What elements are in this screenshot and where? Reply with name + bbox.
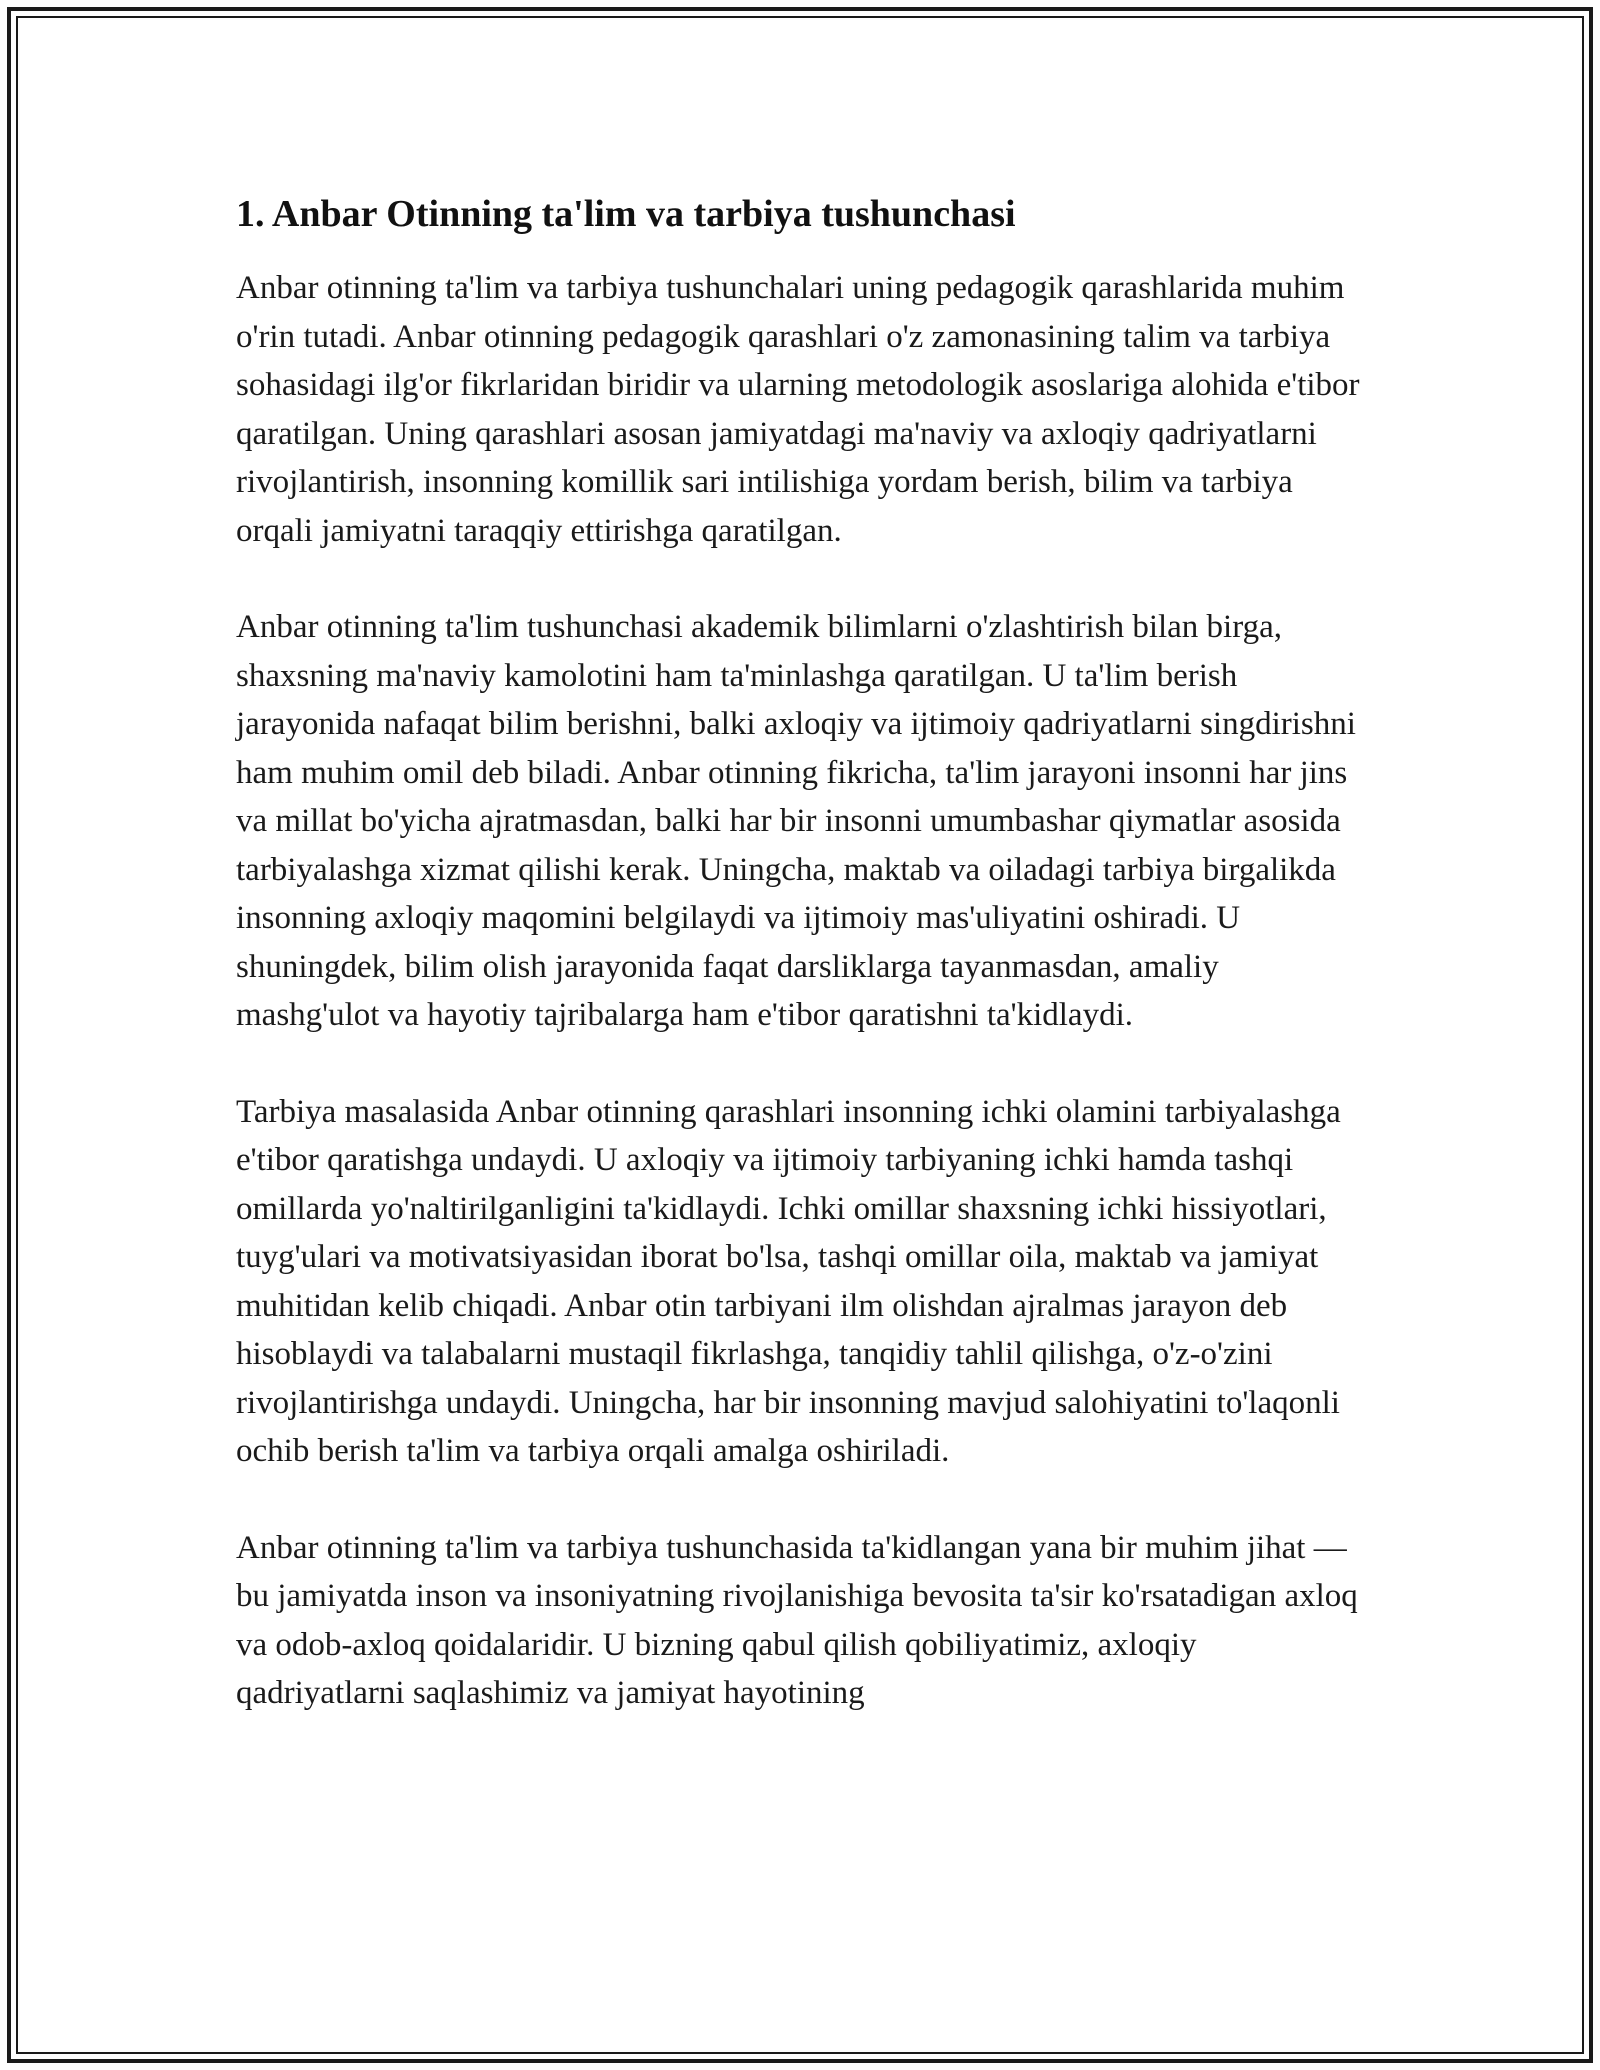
paragraph-3: Tarbiya masalasida Anbar otinning qarashlari insonning ichki olamini tarbiyalashga e'tibor qaratishga undaydi. U axloqiy va ijtimoiy tarbiyaning ichki hamda tashqi omillarda yo'naltirilganligini ta'kidlaydi. Ichki omillar shaxsning ichki hissiyotlari, tuyg'ulari va motivatsiyasidan iborat bo'lsa, tashqi omillar oila, maktab va jamiyat muhitidan kelib chiqadi. Anbar otin tarbiyani ilm olishdan ajralmas jarayon deb hisoblaydi va talabalarni mustaqil fikrlashga, tanqidiy tahlil qilishga, o'z-o'zini rivojlantirishga undaydi. Uningcha, har bir insonning mavjud salohiyatini to'laqonli ochib berish ta'lim va tarbiya orqali amalga oshiriladi. [236, 1093, 1341, 1469]
document-content [236, 186, 1366, 1766]
paragraph-1: Anbar otinning ta'lim va tarbiya tushunchalari uning pedagogik qarashlarida muhim o'rin tutadi. Anbar otinning pedagogik qarashlari o'z zamonasining talim va tarbiya sohasidagi ilg'or fikrlaridan biridir va ularning metodologik asoslariga alohida e'tibor qaratilgan. Uning qarashlari asosan jamiyatdagi ma'naviy va axloqiy qadriyatlarni rivojlantirish, insonning komillik sari intilishiga yordam berish, bilim va tarbiya orqali jamiyatni taraqqiy ettirishga qaratilgan. [236, 270, 1360, 549]
paragraph-2: Anbar otinning ta'lim tushunchasi akademik bilimlarni o'zlashtirish bilan birga, shaxsning ma'naviy kamolotini ham ta'minlashga qaratilgan. U ta'lim berish jarayonida nafaqat bilim berishni, balki axloqiy va ijtimoiy qadriyatlarni singdirishni ham muhim omil deb biladi. Anbar otinning fikricha, ta'lim jarayoni insonni har jins va millat bo'yicha ajratmasdan, balki har bir insonni umumbashar qiymatlar asosida tarbiyalashga xizmat qilishi kerak. Uningcha, maktab va oiladagi tarbiya birgalikda insonning axloqiy maqomini belgilaydi va ijtimoiy mas'uliyatini oshiradi. U shuningdek, bilim olish jarayonida faqat darsliklarga tayanmasdan, amaliy mashg'ulot va hayotiy tajribalarga ham e'tibor qaratishni ta'kidlaydi. [236, 609, 1356, 1033]
section-heading: 1. Anbar Otinning ta'lim va tarbiya tushunchasi [236, 193, 1016, 235]
paragraph-4: Anbar otinning ta'lim va tarbiya tushunchasida ta'kidlangan yana bir muhim jihat — bu jamiyatda inson va insoniyatning rivojlanishiga bevosita ta'sir ko'rsatadigan axloq va odob-axloq qoidalaridir. U bizning qabul qilish qobiliyatimiz, axloqiy qadriyatlarni saqlashimiz va jamiyat hayotining [236, 1529, 1358, 1711]
